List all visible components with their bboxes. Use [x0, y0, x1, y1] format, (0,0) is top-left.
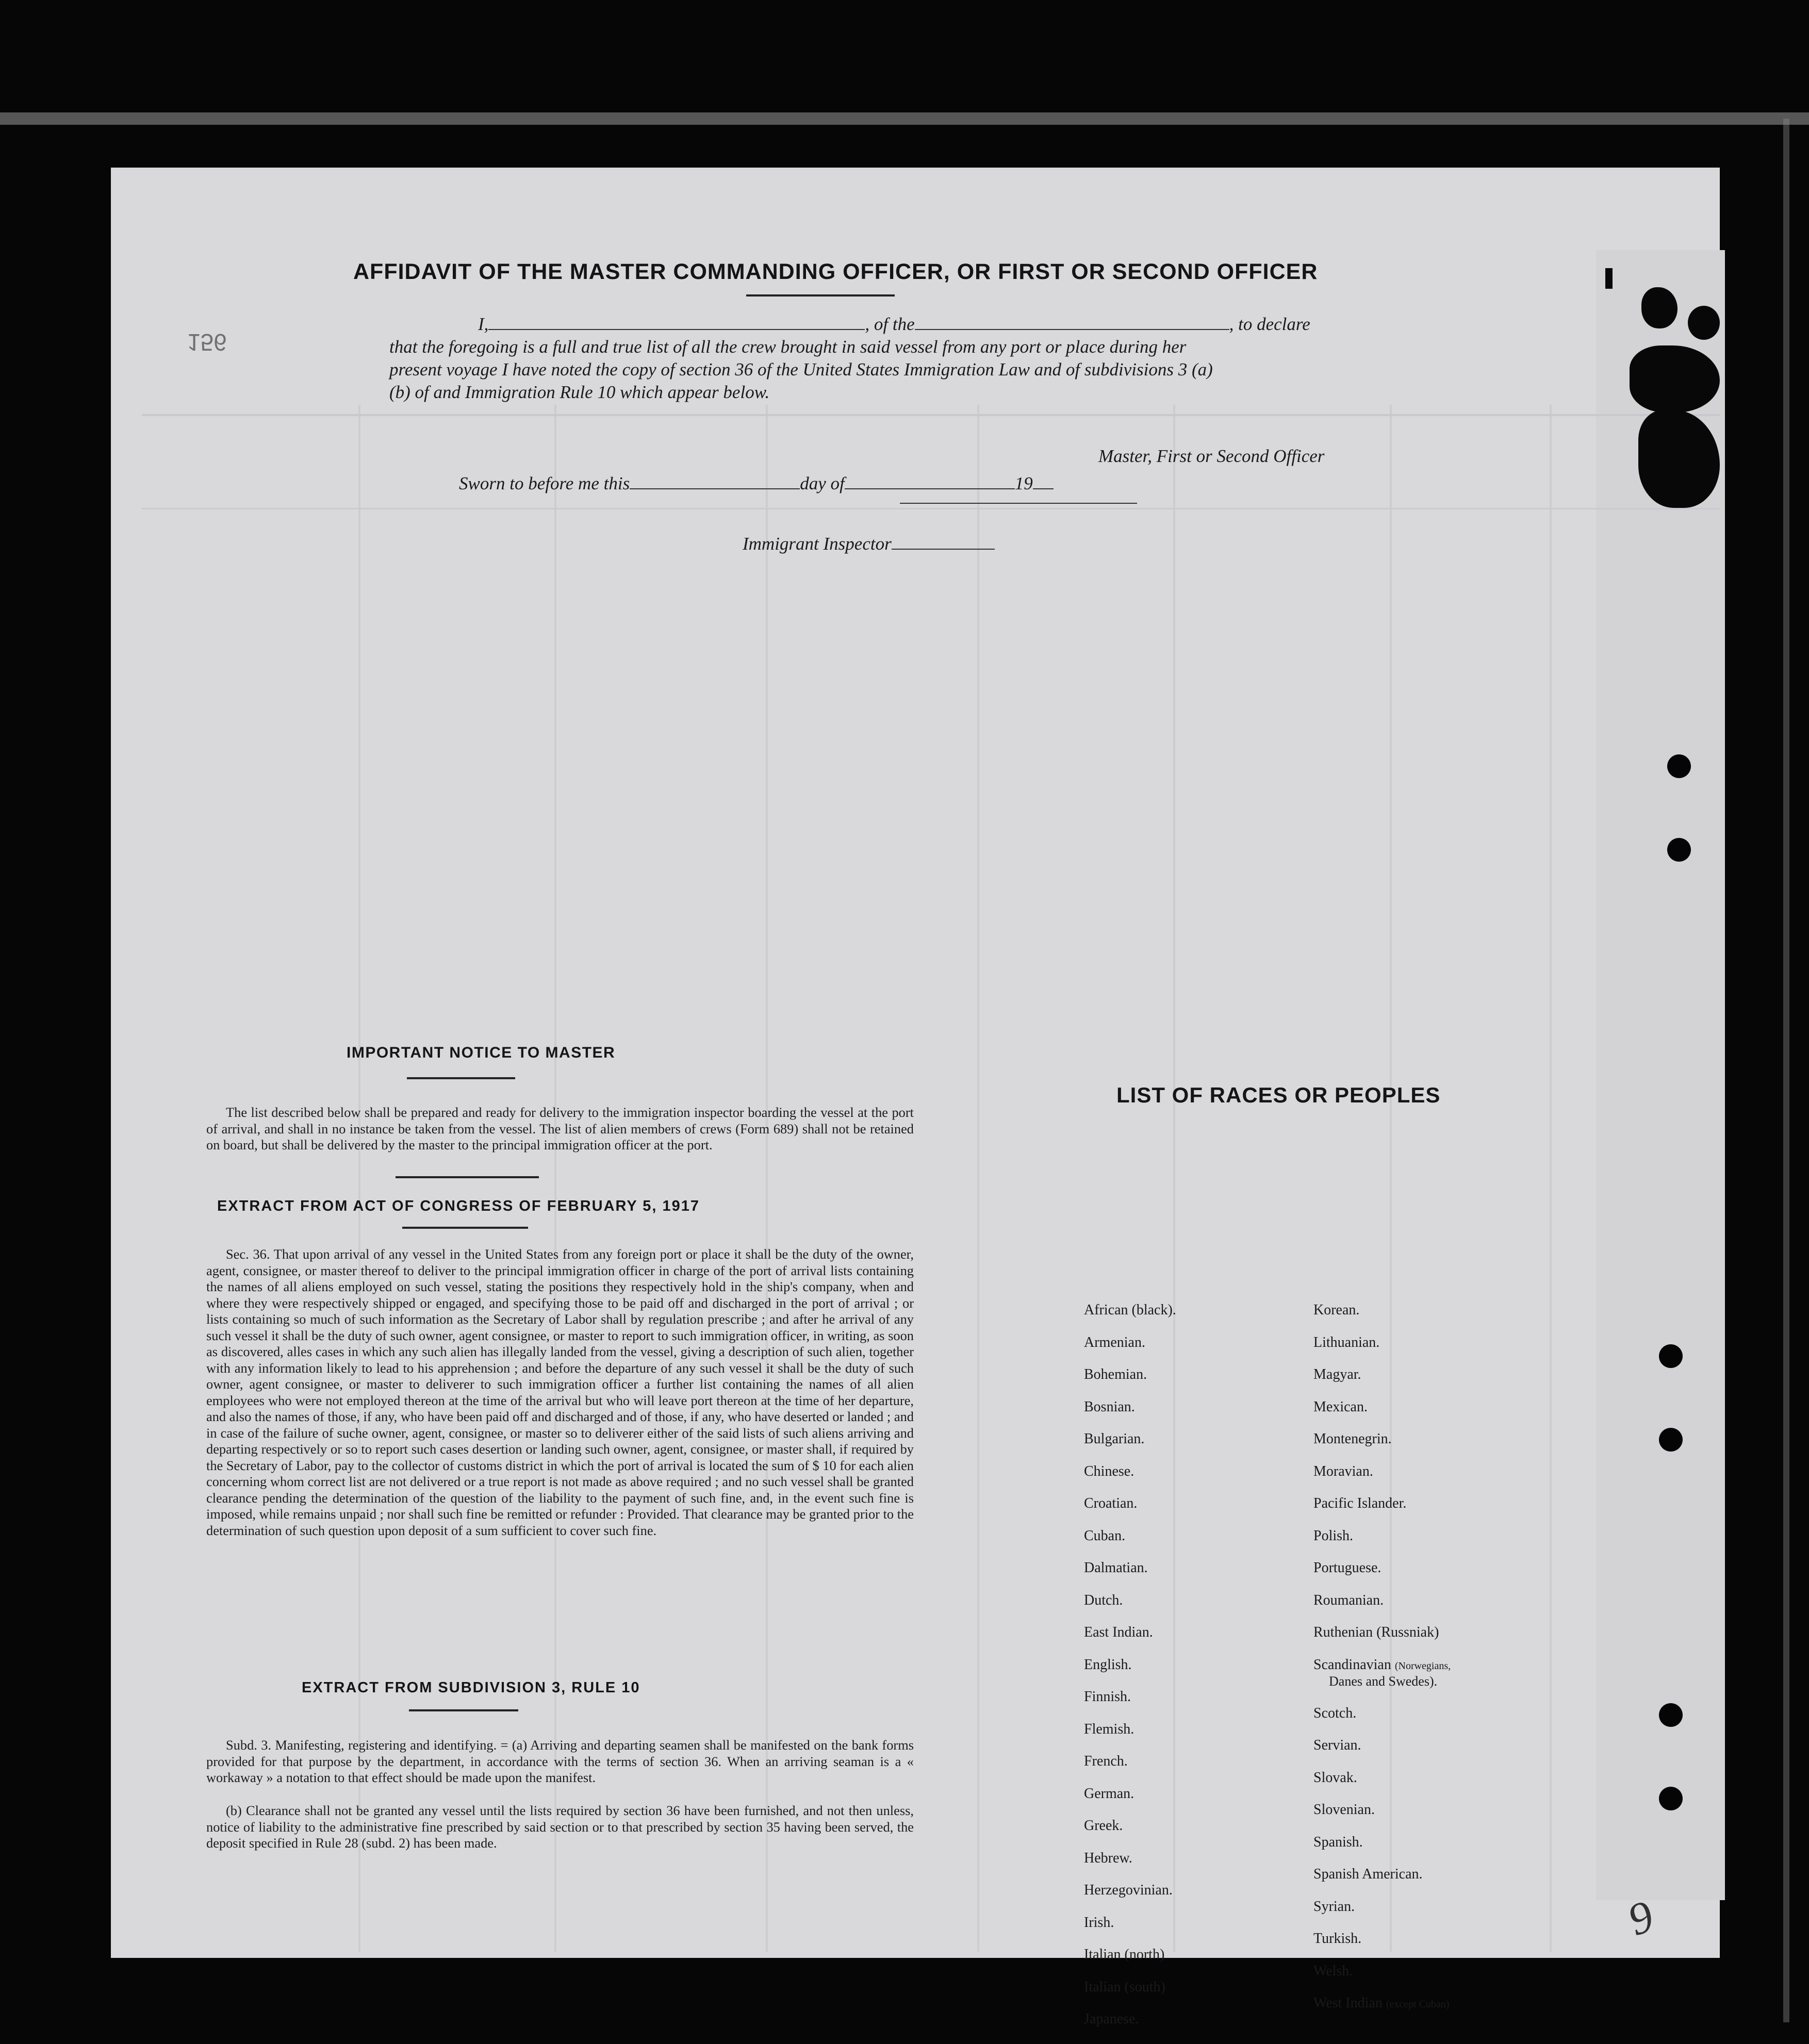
race-item: Pacific Islander.	[1313, 1495, 1407, 1511]
race-item: Slovenian.	[1313, 1802, 1375, 1818]
scanner-edge-right	[1783, 119, 1789, 2022]
inspector-blank	[892, 533, 995, 550]
race-item: Roumanian.	[1313, 1592, 1384, 1608]
punch-hole	[1659, 1787, 1683, 1810]
edge-damage-stain	[1641, 287, 1678, 328]
race-item: Magyar.	[1313, 1366, 1361, 1382]
race-item: Mexican.	[1313, 1398, 1368, 1415]
rule-underline	[409, 1709, 518, 1711]
race-item: Irish.	[1084, 1914, 1114, 1931]
race-item: Italian (south)	[1084, 1979, 1165, 1995]
punch-hole	[1659, 1428, 1683, 1452]
race-item: Finnish.	[1084, 1689, 1131, 1705]
race-item: Dalmatian.	[1084, 1560, 1148, 1576]
rule-para-a: Subd. 3. Manifesting, registering and identifying. = (a) Arriving and departing seamen shall be manifested on the bank forms provided for that purpose by the department, in accordance with the terms of section 36. When an arriving seaman is a « workaway » a notation to that effect should be made upon the manifest.	[206, 1737, 914, 1785]
oath-to-declare: , to declare	[1229, 314, 1310, 334]
sworn-year-blank	[1033, 473, 1054, 489]
act-underline	[402, 1227, 528, 1229]
punch-hole	[1659, 1344, 1683, 1368]
race-item: German.	[1084, 1785, 1134, 1802]
edge-damage-stain	[1688, 306, 1720, 340]
punch-hole	[1659, 1703, 1683, 1727]
race-item: Spanish American.	[1313, 1866, 1423, 1882]
affidavit-title: AFFIDAVIT OF THE MASTER COMMANDING OFFICER, OR FIRST OR SECOND OFFICER	[353, 259, 1318, 284]
race-item: Spanish.	[1313, 1834, 1363, 1850]
punch-hole	[1667, 754, 1691, 778]
race-item: Italian (north)	[1084, 1947, 1165, 1963]
oath-line-1	[478, 313, 1310, 336]
sworn-label: Sworn to before me this	[459, 473, 630, 493]
race-item: African (black).	[1084, 1302, 1176, 1318]
race-item: Flemish.	[1084, 1721, 1134, 1737]
race-item: Hebrew.	[1084, 1850, 1132, 1866]
race-item: Bohemian.	[1084, 1366, 1147, 1382]
master-signature-label: Master, First or Second Officer	[1098, 446, 1325, 466]
bleed-through-line	[1550, 405, 1552, 1952]
sworn-line	[459, 472, 1232, 495]
race-item: Croatian.	[1084, 1495, 1138, 1511]
race-item: Syrian.	[1313, 1898, 1355, 1915]
race-item-scandinavian	[1313, 1657, 1451, 1706]
race-item: French.	[1084, 1753, 1128, 1769]
year-prefix: 19	[1014, 473, 1033, 493]
race-item-west-indian	[1313, 1996, 1451, 2028]
races-left-column	[1084, 1303, 1176, 2044]
race-item: Korean.	[1313, 1302, 1360, 1318]
scanner-edge-top	[0, 112, 1809, 125]
oath-of-the: , of the	[865, 314, 915, 334]
race-item: Ruthenian (Russniak)	[1313, 1624, 1439, 1640]
races-right-column	[1313, 1303, 1451, 2028]
race-item: Greek.	[1084, 1818, 1123, 1834]
title-underline	[746, 294, 895, 296]
inspector-line	[743, 533, 995, 555]
name-blank	[488, 314, 865, 330]
notice-underline	[407, 1077, 515, 1079]
oath-line-2: that the foregoing is a full and true list of all the crew brought in said vessel from any port or place during her	[389, 337, 1187, 357]
oath-i: I,	[478, 314, 489, 334]
race-item: Herzegovinian.	[1084, 1882, 1173, 1898]
race-item: Montenegrin.	[1313, 1431, 1392, 1447]
act-body: Sec. 36. That upon arrival of any vessel in the United States from any foreign port or place it shall be the duty of the owner, agent, consignee, or master thereof to deliver to the principal immigration officer in charge of the port of arrival lists containing the names of all aliens employed on such vessel, stating the positions they respectively hold in the ship's company, when and where they were respectively shipped or engaged, and specifying those to be paid off and discharged in the port of arrival ; or lists containing so much of such information as the Secretary of Labor shall by regulation prescribe ; and after he arrival of any such vessel it shall be the duty of such owner, agent consignee, or master to report to such immigration officer, in writing, as soon as discovered, alles cases in which any such alien has illegally landed from the vessel, giving a description of such alien, together with any information likely to lead to his apprehension ; and before the departure of any such vessel it shall be the duty of such owner, agent consignee, or master to deliverer to such immigration officer a further list containing the names of all alien employees who were not employed thereon at the time of the arrival but who will leave port thereon at the time of her departure, and also the names of those, if any, who have been paid off and discharged and of those, if any, who have deserted or landed ; and in case of the failure of suche owner, agent, consignee, or master so to deliverer either of the said lists of such aliens arriving and departing respectively or so to report such cases desertion or landing such owner, agent, consignee, or master shall, if required by the Secretary of Labor, pay to the collector of customs district in which the port of arrival is located the sum of $ 10 for each alien concerning whom correct list are not delivered or a true report is not made as above required ; and no such vessel shall be granted clearance pending the determination of the question of the liability to the payment of such fine, and, in the event such fine is imposed, while remains unpaid ; nor shall such fine be remitted or refunder : Provided. That clearance may be granted prior to the determination of such question upon deposit of a sum sufficient to cover such fine.	[206, 1246, 914, 1538]
races-title: LIST OF RACES OR PEOPLES	[1116, 1083, 1441, 1107]
sworn-day-blank	[630, 473, 800, 489]
rule-para-b: (b) Clearance shall not be granted any vessel until the lists required by section 36 have been furnished, and not then unless, notice of liability to the administrative fine prescribed by said section or to that prescribed by section 35 having been served, the deposit specified in Rule 28 (subd. 2) has been made.	[206, 1803, 914, 1851]
vessel-blank	[915, 314, 1229, 330]
punch-hole	[1667, 838, 1691, 862]
bleed-through-line	[977, 405, 979, 1952]
day-of-label: day of	[800, 473, 845, 493]
oath-line-3: present voyage I have noted the copy of section 36 of the United States Immigration Law and of subdivisions 3 (a)	[389, 359, 1213, 380]
edge-damage-stain	[1630, 345, 1720, 413]
race-item: Armenian.	[1084, 1334, 1145, 1350]
edge-damage-stain	[1605, 268, 1613, 289]
race-label: Scandinavian	[1313, 1656, 1391, 1673]
race-note: Danes and Swedes).	[1329, 1673, 1438, 1689]
bleed-through-band	[142, 414, 1720, 416]
race-item: Servian.	[1313, 1737, 1361, 1753]
race-item: Turkish.	[1313, 1931, 1362, 1947]
inspector-label: Immigrant Inspector	[743, 534, 892, 554]
race-item: Portuguese.	[1313, 1560, 1382, 1576]
corner-page-number: 9	[1621, 1891, 1660, 1946]
bleed-through-line	[358, 405, 360, 1952]
race-item: East Indian.	[1084, 1624, 1153, 1640]
race-item: Moravian.	[1313, 1463, 1373, 1479]
bleed-through-line	[554, 405, 556, 1952]
rule-title: EXTRACT FROM SUBDIVISION 3, RULE 10	[302, 1679, 640, 1696]
race-item: Bosnian.	[1084, 1398, 1135, 1415]
race-item: Welsh.	[1313, 1963, 1353, 1979]
race-item: Japanese.	[1084, 2011, 1139, 2027]
notice-rule	[396, 1176, 539, 1178]
race-item: Slovak.	[1313, 1769, 1357, 1786]
race-note: (Norwegians,	[1394, 1660, 1451, 1672]
race-label: West Indian	[1313, 1995, 1383, 2011]
race-note: (except Cuban)	[1386, 1999, 1450, 2010]
race-item: Scotch.	[1313, 1705, 1357, 1721]
race-item: Polish.	[1313, 1527, 1354, 1544]
inspector-signature-blank	[900, 502, 1137, 504]
race-item: Cuban.	[1084, 1527, 1126, 1544]
bleed-through-band	[142, 508, 1720, 509]
bleed-through-line	[766, 405, 768, 1952]
race-item: Bulgarian.	[1084, 1431, 1145, 1447]
margin-page-number: 156	[187, 329, 227, 356]
act-title: EXTRACT FROM ACT OF CONGRESS OF FEBRUARY 5, 1917	[217, 1198, 700, 1214]
notice-body: The list described below shall be prepared and ready for delivery to the immigration inspector boarding the vessel at the port of arrival, and shall in no instance be taken from the vessel. The list of alien members of crews (Form 689) shall not be retained on board, but shall be delivered by the master to the principal immigration officer at the port.	[206, 1105, 914, 1152]
race-item: Dutch.	[1084, 1592, 1123, 1608]
race-item: Lithuanian.	[1313, 1334, 1380, 1350]
race-item: Chinese.	[1084, 1463, 1134, 1479]
document-page	[111, 168, 1720, 2027]
sworn-month-blank	[845, 473, 1015, 489]
notice-title: IMPORTANT NOTICE TO MASTER	[347, 1044, 616, 1061]
oath-line-4: (b) of and Immigration Rule 10 which appear below.	[389, 382, 770, 402]
race-item: English.	[1084, 1656, 1132, 1673]
